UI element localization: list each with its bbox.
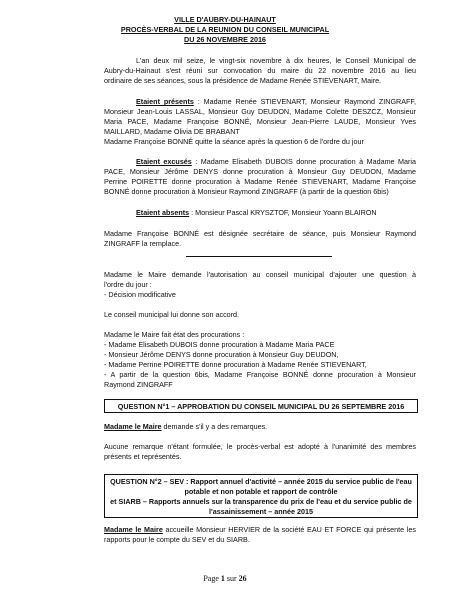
q2-maire-label: Madame le Maire: [104, 525, 163, 534]
q2-maire-text: accueille Monsieur HERVIER de la société EAU ET FORCE qui présente les: [162, 525, 416, 534]
procuration-item-3: - Madame Perrine POIRETTE donne procuration à Madame Renée STIEVENART,: [104, 360, 367, 369]
footer-prefix: Page: [203, 574, 221, 583]
presents-line-3: Maria PACE, Madame Françoise BONNÉ, Monsieur Jean-Pierre LAUDE, Monsieur Yves: [104, 117, 416, 126]
question-2-title-line-1: QUESTION N°2 – SEV : Rapport annuel d'activité – année 2015 du service public de l'eau: [110, 477, 412, 486]
question-1-title: QUESTION N°1 – APPROBATION DU CONSEIL MUNICIPAL DU 26 SEPTEMBRE 2016: [117, 402, 405, 411]
separator-rule: [186, 256, 332, 257]
excuses-line-2: PACE, Monsieur Jérôme DENYS donne procuration à Monsieur Guy DEUDON, Madame: [104, 167, 416, 176]
excuses-line-4: BONNÉ donne procuration à Monsieur Raymond ZINGRAFF (à partir de la question 6bis): [104, 187, 389, 196]
footer-middle: sur: [224, 574, 239, 583]
footer-page-number: 1: [220, 574, 225, 583]
question-2-title-line-3: et SIARB – Rapports annuels sur la transparence du prix de l'eau et du service public de: [110, 497, 412, 506]
question-1-box: [104, 399, 418, 413]
question-2-title-line-4: l'assainissement – année 2015: [209, 507, 313, 516]
q1-maire-label: Madame le Maire: [104, 422, 162, 431]
q1-maire-line: [104, 422, 267, 432]
secretaire-line-2: ZINGRAFF la remplace.: [104, 239, 182, 248]
procuration-item-4-cont: Raymond ZINGRAFF: [104, 380, 173, 389]
intro-line-1: L'an deux mil seize, le vingt-six novembre à dix heures, le Conseil Municipal de: [136, 56, 416, 65]
excuses-line-1-text: : Madame Elisabeth DUBOIS donne procuration à Madame Maria: [191, 157, 416, 166]
question-2-title-line-2: potable et non potable et rapport de contrôle: [184, 487, 338, 496]
ajout-line-2: l'ordre du jour :: [104, 280, 152, 289]
intro-line-3: ordinaire de ses séances, sous la présidence de Madame Renée STIEVENART, Maire.: [104, 76, 382, 85]
absents-label: Etaient absents: [136, 208, 190, 217]
excuses-line-3: Perrine POIRETTE donne procuration à Madame Renée STIEVENART, Madame Françoise: [104, 177, 416, 186]
q1-adoption-line-1: Aucune remarque n'étant formulée, le procès-verbal est adopté à l'unanimité des membres: [104, 442, 416, 451]
header-town: VILLE D'AUBRY-DU-HAINAUT: [174, 15, 276, 24]
absents-text: : Monsieur Pascal KRYSZTOF, Monsieur Yoann BLAIRON: [189, 208, 377, 217]
q1-adoption-line-2: présents et représentés.: [104, 452, 182, 461]
ajout-line-1: Madame le Maire demande l'autorisation au conseil municipal d'ajouter une question à: [104, 270, 416, 279]
header-title: PROCÈS-VERBAL DE LA REUNION DU CONSEIL MUNICIPAL: [120, 25, 330, 34]
excuses-line-1: [136, 157, 416, 167]
procurations-intro: Madame le Maire fait état des procurations :: [104, 330, 245, 339]
absents-line: [136, 208, 377, 218]
question-2-box: [104, 474, 418, 518]
q2-maire-line-2: rapports pour le compte du SEV et du SIARB.: [104, 535, 250, 544]
procuration-item-1: - Madame Elisabeth DUBOIS donne procuration à Madame Maria PACE: [104, 340, 335, 349]
q2-maire-line: [104, 525, 416, 535]
presents-line-1: [136, 97, 416, 107]
header-date: DU 26 NOVEMBRE 2016: [184, 35, 266, 44]
presents-line-1-text: : Madame Renée STIEVENART, Monsieur Raymond ZINGRAFF,: [193, 97, 416, 106]
ajout-line-3: - Décision modificative: [104, 290, 176, 299]
excuses-label: Etaient excusés: [136, 157, 192, 166]
procuration-item-2: - Monsieur Jérôme DENYS donne procuration à Monsieur Guy DEUDON,: [104, 350, 339, 359]
presents-line-4: MAILLARD, Madame Olivia DE BRABANT: [104, 127, 240, 136]
footer-total-pages: 26: [238, 574, 247, 583]
presents-label: Etaient présents: [136, 97, 194, 106]
presents-line-5: Madame Françoise BONNÉ quitte la séance après la question 6 de l'ordre du jour: [104, 137, 364, 146]
q1-maire-text: demande s'il y a des remarques.: [161, 422, 268, 431]
page-footer: [0, 574, 450, 583]
intro-line-2: Aubry-du-Hainaut s'est réuni sur convocation du maire du 22 novembre 2016 au lieu: [104, 66, 416, 75]
presents-line-2: Monsieur Jean-Louis LASSAL, Monsieur Guy DEUDON, Madame Colette DESZCZ, Monsieur: [104, 107, 416, 116]
secretaire-line-1: Madame Françoise BONNÉ est désignée secrétaire de séance, puis Monsieur Raymond: [104, 229, 416, 238]
accord-line: Le conseil municipal lui donne son accord.: [104, 310, 240, 319]
procuration-item-4: - A partir de la question 6bis, Madame Françoise BONNÉ donne procuration à Monsieur: [104, 370, 416, 379]
